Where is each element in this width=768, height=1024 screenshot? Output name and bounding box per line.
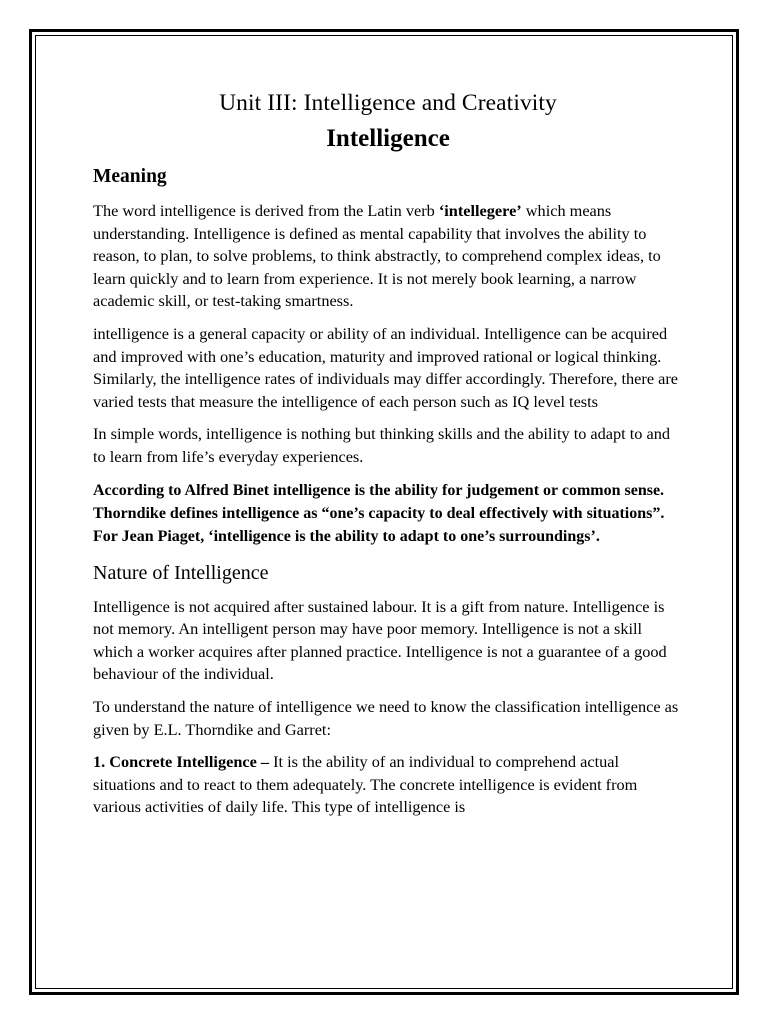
meaning-p1-before: The word intelligence is derived from the Latin verb: [93, 201, 439, 220]
meaning-paragraph-3: In simple words, intelligence is nothing but thinking skills and the ability to adapt to and to learn from life’s everyday experiences.: [93, 424, 671, 466]
concrete-intelligence-text: It is the ability of an individual to comprehend actual situations and to react to them adequately. The concrete intelligence is evident from various activities of daily life. This type of intelligence is: [93, 752, 638, 817]
meaning-heading: Meaning: [93, 166, 167, 187]
nature-heading: Nature of Intelligence: [93, 561, 269, 584]
meaning-p1-after: which means understanding. Intelligence is defined as mental capability that involves the ability to reason, to plan, to solve problems, to think abstractly, to comprehend complex ideas, to learn quickly and to learn from experience. It is not merely book learning, a narrow academic skill, or test-taking smartness.: [93, 201, 661, 311]
nature-paragraph-2: To understand the nature of intelligence we need to know the classification intelligence as given by E.L. Thorndike and Garret:: [93, 696, 679, 739]
nature-paragraph-1: Intelligence is not acquired after sustained labour. It is a gift from nature. Intelligence is not memory. An intelligent person may have poor memory. Intelligence is not a skill which a worker acquires after planned practice. Intelligence is not a guarantee of a good behaviour of the individual.: [93, 596, 667, 684]
document-body: [93, 86, 683, 829]
latin-term: ‘intellegere’: [438, 201, 522, 220]
concrete-intelligence-label: 1. Concrete Intelligence –: [93, 752, 270, 772]
unit-title: Unit III: Intelligence and Creativity: [219, 90, 557, 116]
concrete-intelligence-item: [93, 751, 683, 819]
main-title: Intelligence: [326, 125, 450, 152]
definitions-paragraph: According to Alfred Binet intelligence is the ability for judgement or common sense. Thorndike defines intelligence as “one’s capacity to deal effectively with situations”. For Jean Piaget, ‘intelligence is the ability to adapt to one’s surroundings’.: [93, 481, 665, 545]
meaning-paragraph-1: [93, 200, 683, 313]
meaning-paragraph-2: intelligence is a general capacity or ability of an individual. Intelligence can be acquired and improved with one’s education, maturity and improved rational or logical thinking. Similarly, the intelligence rates of individuals may differ accordingly. Therefore, there are varied tests that measure the intelligence of each person such as IQ level tests: [93, 323, 678, 411]
